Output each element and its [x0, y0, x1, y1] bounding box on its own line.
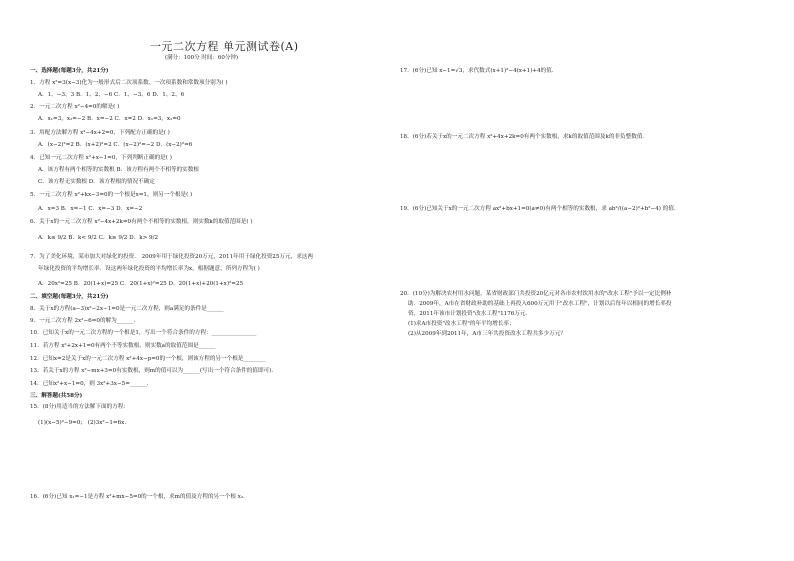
question-line: 助．2009年，A市在省财政补助的基础上再投入600万元用于"改水工程"，计划以后每年以相同的增长率投 [408, 301, 672, 307]
question-line: 20．(10分)为解决农村用水问题，某省财政部门共投资20亿元对各市农村饮用水的"改水工程"予以一定比例补 [400, 291, 672, 297]
question-line: A．20x²=25 B．20(1+x)=25 C．20(1+x)²=25 D．20(1+x)+20(1+x)²=25 [38, 281, 244, 287]
question-line: (1)求A市投资"改水工程"的年平均增长率； [408, 321, 515, 327]
question-line: 17．(6分)已知 x−1=√3，求代数式(x+1)²−4(x+1)+4的值． [400, 68, 558, 74]
question-line: 12．已知x=2是关于x的一元二次方程 x²+4x−p=0的一个根，则该方程的另一个根是________ [30, 356, 266, 362]
question-line: 18．(6分)若关于x的一元二次方程 x²+4x+2k=0有两个实数根，求k的取值范围及k的非负整数值． [400, 134, 649, 140]
question-line: 9．一元二次方程 2x²−6=0的解为______. [30, 318, 136, 324]
section-heading: 一、选择题(每题3分，共21分) [30, 68, 109, 74]
page-subtitle: (满分：100分 时间：60分钟) [165, 55, 239, 61]
question-line: 2．一元二次方程 x²−4=0的解是( ) [30, 104, 120, 110]
question-line: (2)从2009年到2011年，A市三年共投资改水工程共多少万元？ [408, 331, 566, 337]
question-line: 4．已知一元二次方程 x²+x−1=0，下列判断正确的是( ) [30, 155, 172, 161]
question-line: 6．关于x的一元二次方程 x²−4x+2k=0有两个不相等的实数根，则实数k的取值范围是( ) [30, 219, 253, 225]
question-line: A．(x−2)²=2 B．(x+2)²=2 C．(x−2)²=−2 D．(x−2)²=6 [38, 142, 193, 148]
section-heading: 二、填空题(每题3分，共21分) [30, 294, 109, 300]
question-line: A．k≤ 9/2 B．k< 9/2 C．k≥ 9/2 D．k> 9/2 [38, 235, 159, 241]
page-title: 一元二次方程 单元测试卷(A) [150, 40, 299, 53]
question-line: 16．(6分)已知 x₁=−1是方程 x²+mx−5=0的一个根，求m的值及方程的另一个根 x₂. [30, 494, 245, 500]
question-line: 7．为了美化环境，某市加大对绿化的投资． 2009年用于绿化投资20万元，2011年用于绿化投资25万元，求这两 [30, 254, 313, 260]
question-line: 13．若关于x的方程 x²−mx+3=0有实数根，则m的值可以为______(写出一个符合条件的值即可). [30, 368, 274, 374]
question-line: 年绿化投资的平均增长率．设这两年绿化投资的平均增长率为x，根据题意，所列方程为( ) [38, 266, 260, 272]
question-line: 3．用配方法解方程 x²−4x+2=0，下列配方正确的是( ) [30, 130, 170, 136]
question-line: 8．关于x的方程(a−3)x²−2x−1=0是一元二次方程，则a满足的条件是______ [30, 306, 224, 312]
question-line: 10．已知关于x的一元二次方程的一个根是1，写出一个符合条件的方程：________________ [30, 330, 257, 336]
section-heading: 三、解答题(共58分) [30, 393, 83, 399]
question-line: 11．若方程 x²+2x+1=0有两个不等实数根，则实数a的取值范围是______ [30, 343, 216, 349]
question-line: 1．方程 x²=3(x−3)化为一般形式后二次项系数、一次项系数和常数项分别为( ) [30, 80, 228, 86]
question-line: A．该方程有两个相等的实数根 B．该方程有两个不相等的实数根 [38, 167, 199, 173]
question-line: A．x₁=3，x₂=−2 B．x=−2 C．x=2 D．x₁=3，x₂=0 [38, 116, 181, 122]
question-line: A．x=3 B．x=−1 C．x=−3 D．x=−2 [38, 206, 143, 212]
question-line: 资，2011年该市计划投资"改水工程"1176万元． [408, 311, 532, 317]
question-line: 19．(6分)已知关于x的一元二次方程 ax²+bx+1=0(a≠0)有两个相等的实数根，求 ab²/((a−2)²+b²−4) 的值． [400, 206, 680, 212]
question-line: 5．一元二次方程 x²+kx−3=0的一个根是x=1，则另一个根是( ) [30, 192, 193, 198]
question-line: C．该方程无实数根 D．该方程根的情况不确定 [38, 179, 155, 185]
question-line: 14．已知x²+x−1=0，则 3x²+3x−5=______. [30, 381, 149, 387]
question-line: A．1、−3、3 B．1、2、−6 C．1、−3、6 D．1、2、6 [38, 92, 185, 98]
question-line: 15．(8分)用适当的方法解下面的方程： [30, 404, 129, 410]
question-line: (1)(x−5)²−9=0； (2)3x²−1=6x． [38, 420, 130, 426]
